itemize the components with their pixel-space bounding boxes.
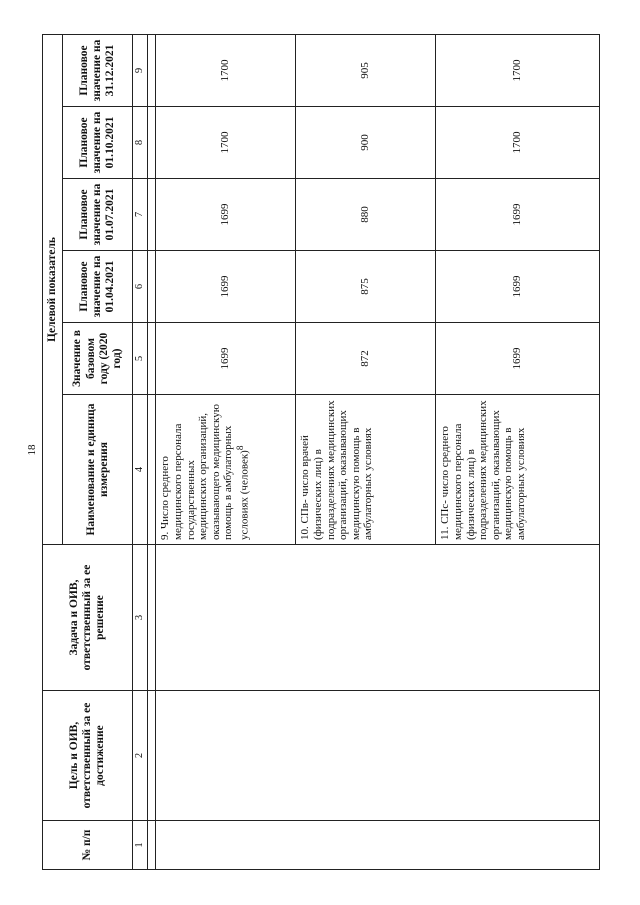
base-value: 872 <box>296 323 436 395</box>
header-plan-q4: Плановое значение на 31.12.2021 <box>63 34 133 106</box>
base-value: 1699 <box>436 323 600 395</box>
plan-value-q2: 880 <box>296 179 436 251</box>
col-number: 3 <box>133 545 148 691</box>
header-base-year: Значение в базовом году (2020 год) <box>63 323 133 395</box>
header-task: Задача и ОИВ, ответственный за ее решение <box>43 545 133 691</box>
plan-value-q1: 875 <box>296 251 436 323</box>
header-plan-q3: Плановое значение на 01.10.2021 <box>63 107 133 179</box>
plan-value-q2: 1699 <box>436 179 600 251</box>
col-number: 8 <box>133 107 148 179</box>
table-row <box>156 34 296 869</box>
col-number: 7 <box>133 179 148 251</box>
col-number: 5 <box>133 323 148 395</box>
indicator-name: 10. СПв- число врачей (физических лиц) в подразделениях медицинских организаций, оказывающих медицинскую помощь в амбулаторных условиях <box>296 395 436 545</box>
target-indicators-table <box>42 34 600 870</box>
col-number: 4 <box>133 395 148 545</box>
plan-value-q3: 1700 <box>156 107 296 179</box>
plan-value-q4: 1700 <box>156 34 296 106</box>
col-number: 2 <box>133 691 148 821</box>
footnote-marker: 8 <box>235 445 246 451</box>
rotated-table-container <box>42 35 590 870</box>
header-plan-q2: Плановое значение на 01.07.2021 <box>63 179 133 251</box>
page-number: 18 <box>26 444 38 456</box>
plan-value-q4: 905 <box>296 34 436 106</box>
plan-value-q4: 1700 <box>436 34 600 106</box>
plan-value-q2: 1699 <box>156 179 296 251</box>
plan-value-q3: 1700 <box>436 107 600 179</box>
plan-value-q1: 1699 <box>436 251 600 323</box>
header-number: № п/п <box>43 821 133 870</box>
col-number: 9 <box>133 34 148 106</box>
header-plan-q1: Плановое значение на 01.04.2021 <box>63 251 133 323</box>
table-row-blank <box>148 34 156 869</box>
header-target-indicator: Целевой показатель <box>43 34 63 544</box>
plan-value-q1: 1699 <box>156 251 296 323</box>
indicator-name: 9. Число среднего медицинского персонала государственных медицинских организаций, оказывающего медицинскую помощь в амбулаторных условиях (человек)$^8$ <box>156 395 296 545</box>
plan-value-q3: 900 <box>296 107 436 179</box>
indicator-name: 11. СПс- число среднего медицинского персонала (физических лиц) в подразделениях медицинских организаций, оказывающих медицинскую помощь в амбулаторных условиях <box>436 395 600 545</box>
col-number: 1 <box>133 821 148 870</box>
header-name-unit: Наименование и единица измерения <box>63 395 133 545</box>
header-goal: Цель и ОИВ, ответственный за ее достижение <box>43 691 133 821</box>
base-value: 1699 <box>156 323 296 395</box>
col-number: 6 <box>133 251 148 323</box>
